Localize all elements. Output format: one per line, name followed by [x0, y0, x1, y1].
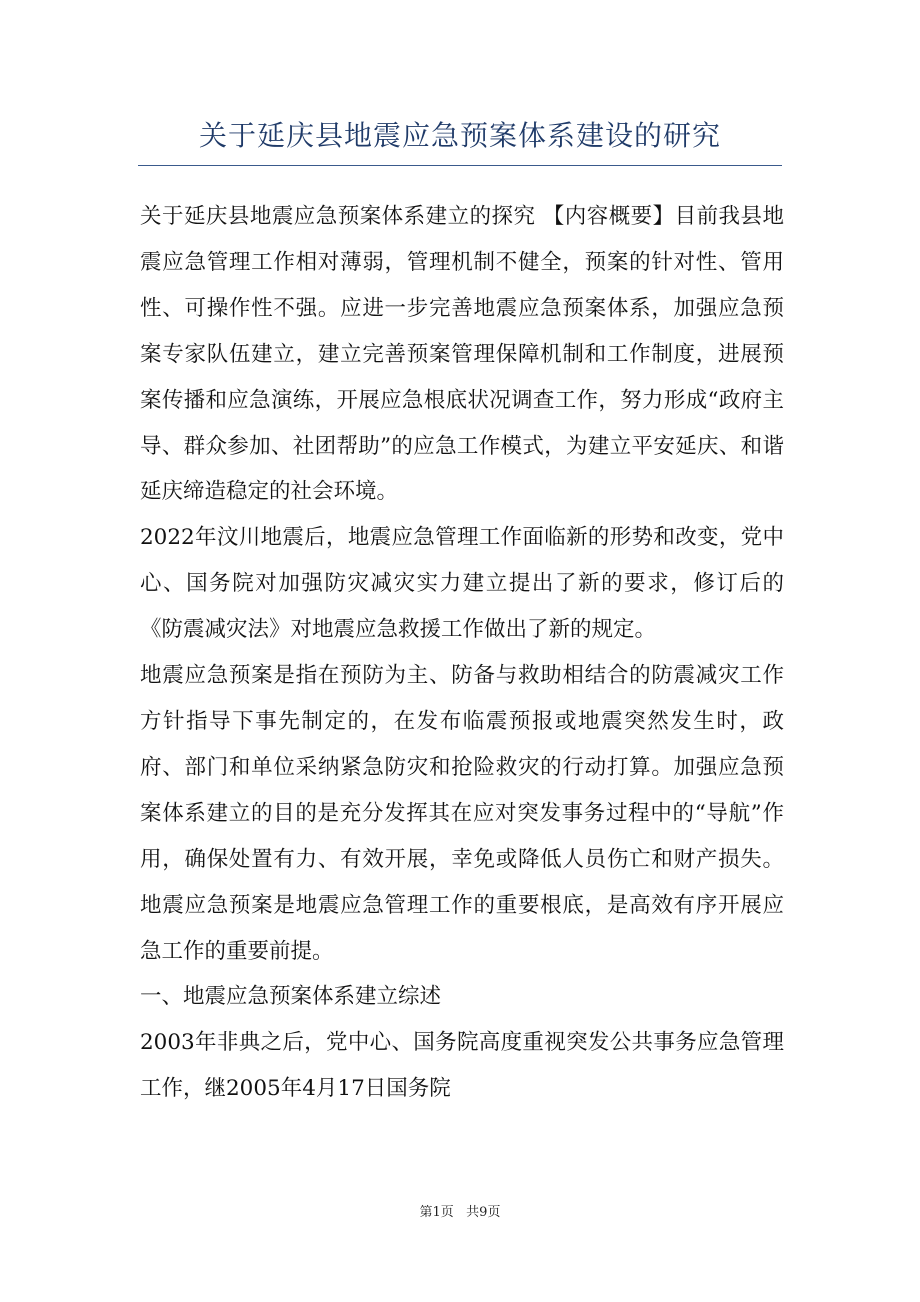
document-body [140, 194, 784, 1112]
paragraph-history: 2003年非典之后，党中心、国务院高度重视突发公共事务应急管理工作，继2005年4月17日国务院 [140, 1030, 784, 1102]
document-title: 关于延庆县地震应急预案体系建设的研究 [198, 119, 721, 152]
page-footer: 第1页 共9页 [419, 1205, 501, 1220]
title-divider [138, 165, 782, 166]
paragraph-abstract: 关于延庆县地震应急预案体系建立的探究 【内容概要】目前我县地震应急管理工作相对薄弱，管理机制不健全，预案的针对性、管用性、可操作性不强。应进一步完善地震应急预案体系，加强应急预案专家队伍建立，建立完善预案管理保障机制和工作制度，进展预案传播和应急演练，开展应急根底状况调查工作，努力形成“政府主导、群众参加、社团帮助”的应急工作模式，为建立平安延庆、和谐延庆缔造稳定的社会环境。 [140, 204, 784, 505]
paragraph-wenchuan: 2022年汶川地震后，地震应急管理工作面临新的形势和改变，党中心、国务院对加强防灾减灾实力建立提出了新的要求，修订后的《防震减灾法》对地震应急救援工作做出了新的规定。 [140, 525, 784, 643]
section-heading: 一、地震应急预案体系建立综述 [140, 984, 442, 1010]
paragraph-definition: 地震应急预案是指在预防为主、防备与救助相结合的防震减灾工作方针指导下事先制定的，在发布临震预报或地震突然发生时，政府、部门和单位采纳紧急防灾和抢险救灾的行动打算。加强应急预案体系建立的目的是充分发挥其在应对突发事务过程中的“导航”作用，确保处置有力、有效开展，幸免或降低人员伤亡和财产损失。地震应急预案是地震应急管理工作的重要根底，是高效有序开展应急工作的重要前提。 [140, 663, 784, 964]
